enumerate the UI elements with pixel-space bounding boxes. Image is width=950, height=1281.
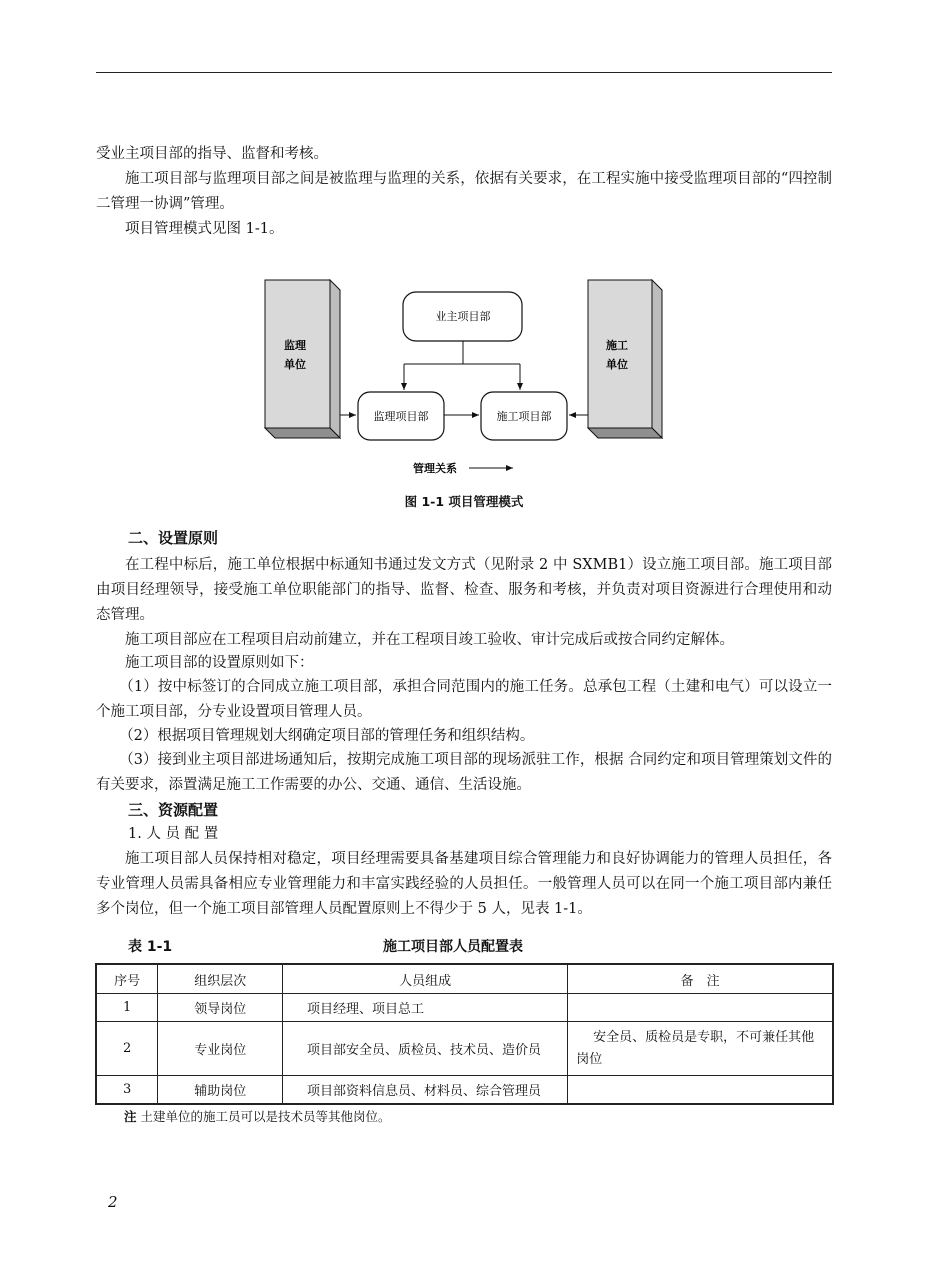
table-cell: 辅助岗位 bbox=[158, 1076, 283, 1104]
construction-unit-line1: 施工 bbox=[606, 339, 628, 352]
table-header: 人员组成 bbox=[283, 964, 568, 994]
table-header: 组织层次 bbox=[158, 964, 283, 994]
paragraph: 受业主项目部的指导、监督和考核。 bbox=[96, 146, 328, 162]
table-row bbox=[96, 1022, 833, 1076]
figure-caption: 图 1-1 项目管理模式 bbox=[404, 494, 524, 509]
staff-table bbox=[95, 963, 834, 1105]
table-header-row bbox=[96, 964, 833, 994]
table-title: 施工项目部人员配置表 bbox=[383, 939, 523, 955]
table-cell: 专业岗位 bbox=[158, 1022, 283, 1076]
supervision-dept-label: 监理项目部 bbox=[373, 410, 429, 423]
construction-unit-block bbox=[588, 280, 662, 438]
table-cell: 3 bbox=[96, 1076, 158, 1104]
project-management-diagram bbox=[0, 0, 950, 490]
table-note bbox=[124, 1107, 391, 1125]
table-cell: 项目部资料信息员、材料员、综合管理员 bbox=[283, 1076, 568, 1104]
paragraph: 施工项目部的设置原则如下： bbox=[125, 655, 314, 671]
paragraph: 在工程中标后，施工单位根据中标通知书通过发文方式（见附录 2 中 SXMB1）设立施工项目部。施工项目部由项目经理领导，接受施工单位职能部门的指导、监督、检查、服务和考核，并负责对项目资源进行合理使用和动态管理。 bbox=[96, 557, 832, 623]
owner-dept-label: 业主项目部 bbox=[435, 310, 491, 323]
table-row bbox=[96, 994, 833, 1022]
table-cell: 安全员、质检员是专职，不可兼任其他岗位 bbox=[568, 1022, 833, 1076]
subsection-heading: 1. 人 员 配 置 bbox=[128, 826, 219, 842]
table-cell: 项目经理、项目总工 bbox=[283, 994, 568, 1022]
list-item: （1）按中标签订的合同成立施工项目部，承担合同范围内的施工任务。总承包工程（土建和电气）可以设立一个施工项目部，分专业设置项目管理人员。 bbox=[96, 679, 832, 720]
note-label: 注 bbox=[124, 1109, 137, 1124]
list-item: （3）接到业主项目部进场通知后，按期完成施工项目部的现场派驻工作，根据 合同约定和项目管理策划文件的有关要求，添置满足施工工作需要的办公、交通、通信、生活设施。 bbox=[96, 752, 832, 793]
table-row bbox=[96, 1076, 833, 1104]
paragraph: 施工项目部应在工程项目启动前建立，并在工程项目竣工验收、审计完成后或按合同约定解体。 bbox=[125, 632, 734, 648]
table-cell: 项目部安全员、质检员、技术员、造价员 bbox=[283, 1022, 568, 1076]
paragraph: 施工项目部与监理项目部之间是被监理与监理的关系，依据有关要求，在工程实施中接受监理项目部的“四控制二管理一协调”管理。 bbox=[96, 171, 832, 212]
list-item: （2）根据项目管理规划大纲确定项目部的管理任务和组织结构。 bbox=[119, 728, 535, 744]
paragraph: 项目管理模式见图 1-1。 bbox=[125, 221, 284, 237]
table-cell bbox=[568, 994, 833, 1022]
table-label: 表 1-1 bbox=[128, 939, 173, 955]
section-heading: 三、资源配置 bbox=[128, 801, 219, 819]
table-header: 序号 bbox=[96, 964, 158, 994]
table-header: 备 注 bbox=[568, 964, 833, 994]
legend-label: 管理关系 bbox=[413, 462, 457, 475]
table-cell: 2 bbox=[96, 1022, 158, 1076]
table-cell bbox=[568, 1076, 833, 1104]
construction-dept-label: 施工项目部 bbox=[496, 410, 552, 423]
table-cell: 1 bbox=[96, 994, 158, 1022]
section-heading: 二、设置原则 bbox=[128, 529, 219, 547]
page-number: 2 bbox=[108, 1193, 118, 1211]
construction-unit-line2: 单位 bbox=[606, 358, 628, 371]
note-text: 土建单位的施工员可以是技术员等其他岗位。 bbox=[140, 1109, 391, 1124]
supervision-unit-line1: 监理 bbox=[284, 339, 306, 352]
supervision-unit-block bbox=[265, 280, 340, 438]
table-cell: 领导岗位 bbox=[158, 994, 283, 1022]
supervision-unit-line2: 单位 bbox=[284, 358, 306, 371]
paragraph: 施工项目部人员保持相对稳定，项目经理需要具备基建项目综合管理能力和良好协调能力的管理人员担任，各专业管理人员需具备相应专业管理能力和丰富实践经验的人员担任。一般管理人员可以在同一个施工项目部内兼任多个岗位，但一个施工项目部管理人员配置原则上不得少于 5 人，见表 1-1。 bbox=[96, 851, 832, 917]
